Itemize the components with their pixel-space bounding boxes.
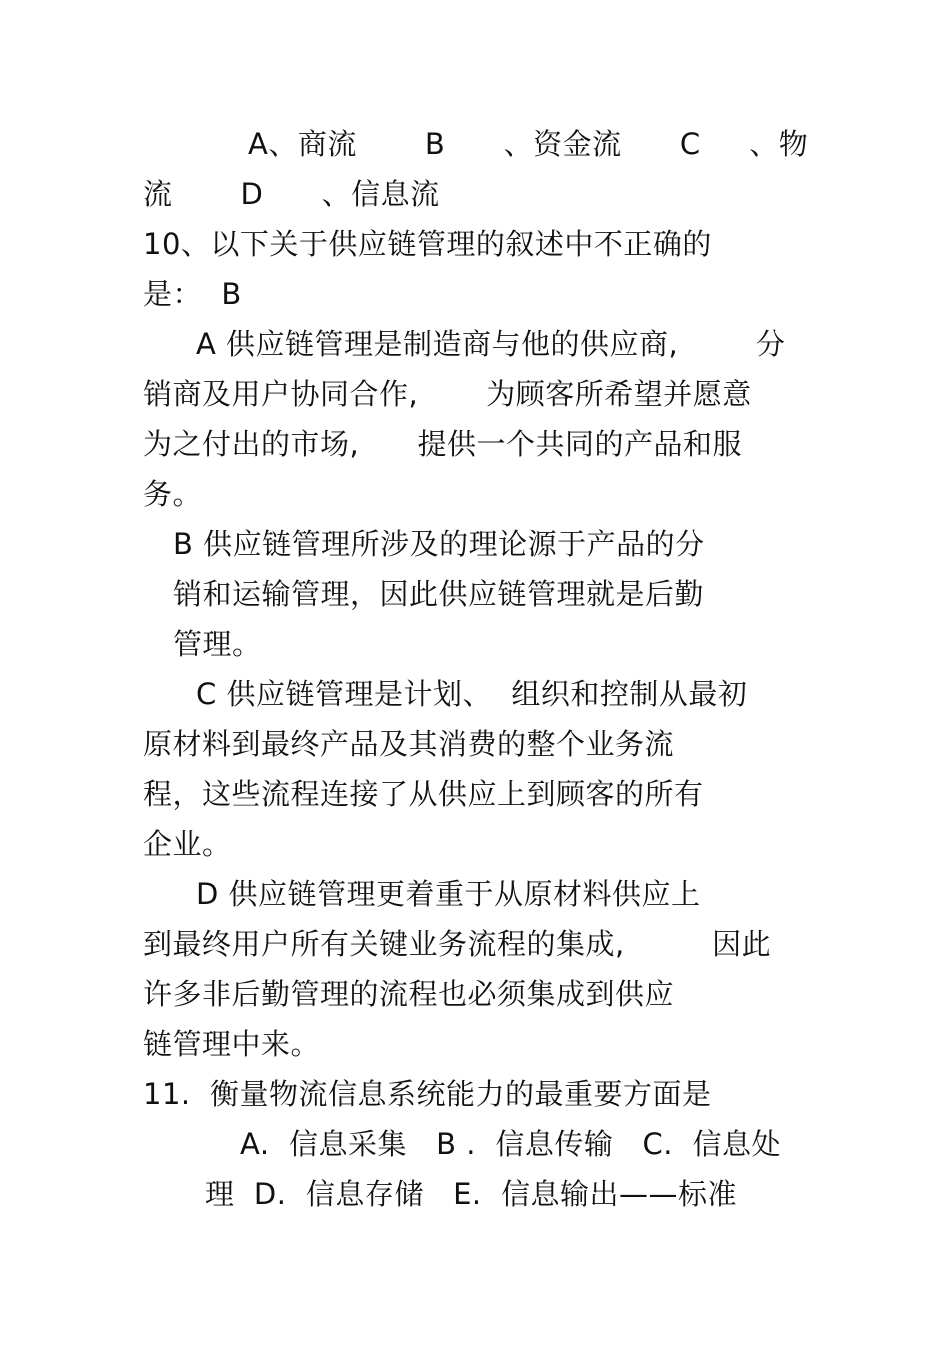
q10-option-c-line-1: C 供应链管理是计划、 组织和控制从最初 xyxy=(196,677,748,711)
q10-stem-line-2: 是： B xyxy=(143,277,242,311)
q9-options-line-1: A、商流 B 、资金流 C 、物 xyxy=(248,127,809,161)
q10-option-d-line-2: 到最终用户所有关键业务流程的集成, 因此 xyxy=(143,927,772,961)
q11-options-line-1: A. 信息采集 B . 信息传输 C. 信息处 xyxy=(240,1127,781,1161)
q10-option-c-line-3: 程，这些流程连接了从供应上到顾客的所有 xyxy=(143,777,704,811)
q10-option-d-line-3: 许多非后勤管理的流程也必须集成到供应 xyxy=(143,977,675,1011)
q10-option-b-line-1: B 供应链管理所涉及的理论源于产品的分 xyxy=(173,527,705,561)
q10-option-b-line-3: 管理。 xyxy=(173,627,262,661)
q10-option-b-line-2: 销和运输管理，因此供应链管理就是后勤 xyxy=(173,577,705,611)
q10-option-d-line-4: 链管理中来。 xyxy=(143,1027,321,1061)
q9-options-line-2: 流 D 、信息流 xyxy=(143,177,440,211)
q10-option-a-line-2: 销商及用户协同合作, 为顾客所希望并愿意 xyxy=(143,377,752,411)
q10-option-a-line-3: 为之付出的市场, 提供一个共同的产品和服 xyxy=(143,427,743,461)
q10-option-c-line-2: 原材料到最终产品及其消费的整个业务流 xyxy=(143,727,675,761)
q11-stem: 11. 衡量物流信息系统能力的最重要方面是 xyxy=(143,1077,712,1111)
q10-option-c-line-4: 企业。 xyxy=(143,827,232,861)
q10-option-a-line-1: A 供应链管理是制造商与他的供应商, 分 xyxy=(196,327,786,361)
q10-option-a-line-4: 务。 xyxy=(143,477,203,511)
q10-stem-line-1: 10、以下关于供应链管理的叙述中不正确的 xyxy=(143,227,712,261)
q11-options-line-2: 理 D. 信息存储 E. 信息输出——标准 xyxy=(205,1177,738,1211)
q10-option-d-line-1: D 供应链管理更着重于从原材料供应上 xyxy=(196,877,701,911)
